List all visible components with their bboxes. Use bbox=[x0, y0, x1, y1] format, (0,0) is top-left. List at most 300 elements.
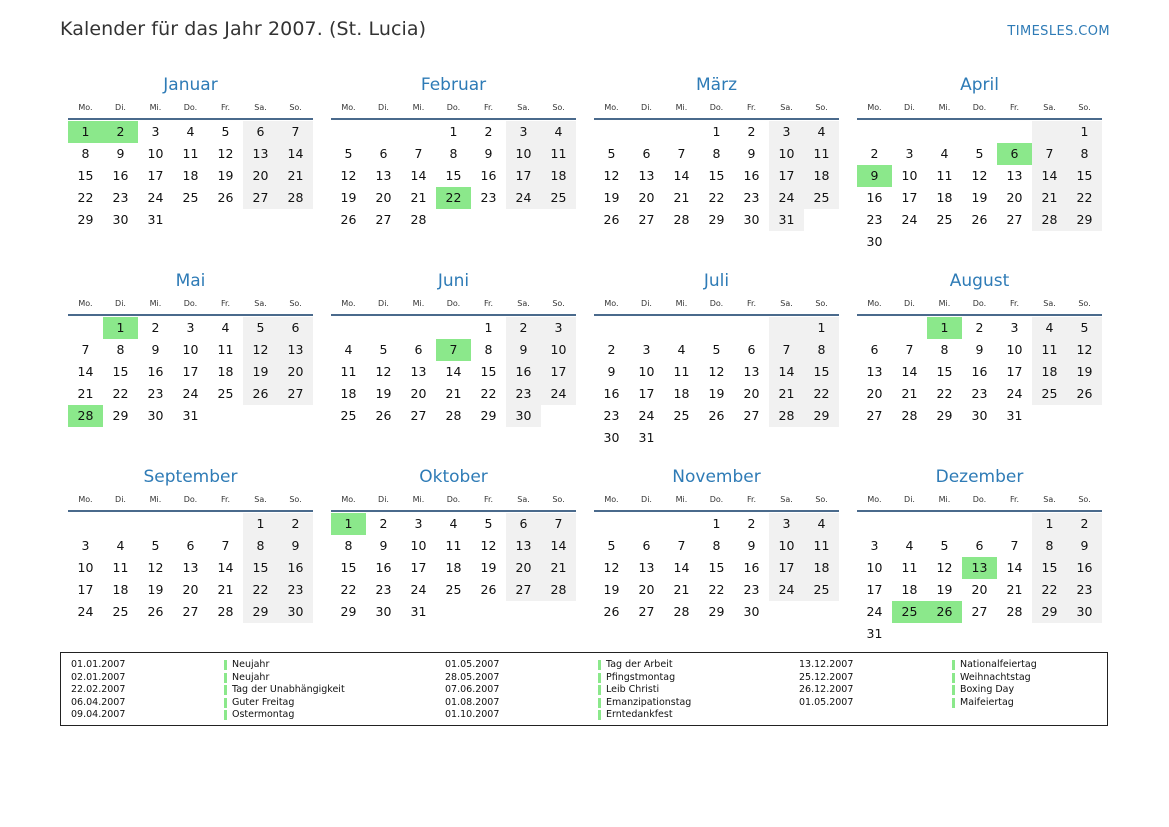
day-cell[interactable]: 8 bbox=[116, 342, 125, 357]
day-cell[interactable]: 28 bbox=[1006, 604, 1023, 619]
day-cell[interactable]: 1 bbox=[1067, 121, 1102, 143]
day-cell[interactable]: 3 bbox=[1010, 320, 1019, 335]
day-cell[interactable]: 20 bbox=[375, 190, 392, 205]
day-cell[interactable]: 5 bbox=[151, 538, 160, 553]
day-cell[interactable]: 5 bbox=[243, 317, 278, 339]
day-cell[interactable]: 28 bbox=[1032, 209, 1067, 231]
day-cell[interactable]: 6 bbox=[278, 317, 313, 339]
day-cell[interactable]: 16 bbox=[971, 364, 988, 379]
day-cell[interactable]: 2 bbox=[975, 320, 984, 335]
day-cell[interactable]: 21 bbox=[410, 190, 427, 205]
day-cell[interactable]: 22 bbox=[1032, 579, 1067, 601]
day-cell[interactable]: 19 bbox=[971, 190, 988, 205]
day-cell[interactable]: 31 bbox=[638, 430, 655, 445]
day-cell[interactable]: 28 bbox=[410, 212, 427, 227]
day-cell[interactable]: 10 bbox=[769, 143, 804, 165]
day-cell[interactable]: 11 bbox=[1032, 339, 1067, 361]
day-cell[interactable]: 16 bbox=[1067, 557, 1102, 579]
day-cell[interactable]: 24 bbox=[1006, 386, 1023, 401]
day-cell[interactable]: 22 bbox=[708, 190, 725, 205]
day-cell[interactable]: 14 bbox=[541, 535, 576, 557]
day-cell[interactable]: 6 bbox=[414, 342, 423, 357]
day-cell[interactable]: 11 bbox=[182, 146, 199, 161]
holiday-day-cell[interactable]: 7 bbox=[436, 339, 471, 361]
day-cell[interactable]: 12 bbox=[971, 168, 988, 183]
day-cell[interactable]: 26 bbox=[1067, 383, 1102, 405]
day-cell[interactable]: 21 bbox=[1006, 582, 1023, 597]
day-cell[interactable]: 4 bbox=[186, 124, 195, 139]
day-cell[interactable]: 6 bbox=[186, 538, 195, 553]
day-cell[interactable]: 12 bbox=[936, 560, 953, 575]
day-cell[interactable]: 2 bbox=[747, 516, 756, 531]
holiday-day-cell[interactable]: 9 bbox=[857, 165, 892, 187]
day-cell[interactable]: 11 bbox=[804, 535, 839, 557]
day-cell[interactable]: 16 bbox=[480, 168, 497, 183]
day-cell[interactable]: 2 bbox=[379, 516, 388, 531]
day-cell[interactable]: 4 bbox=[116, 538, 125, 553]
day-cell[interactable]: 30 bbox=[743, 604, 760, 619]
day-cell[interactable]: 8 bbox=[449, 146, 458, 161]
day-cell[interactable]: 9 bbox=[116, 146, 125, 161]
day-cell[interactable]: 17 bbox=[147, 168, 164, 183]
day-cell[interactable]: 25 bbox=[217, 386, 234, 401]
day-cell[interactable]: 18 bbox=[936, 190, 953, 205]
day-cell[interactable]: 3 bbox=[905, 146, 914, 161]
holiday-day-cell[interactable]: 1 bbox=[927, 317, 962, 339]
day-cell[interactable]: 16 bbox=[506, 361, 541, 383]
day-cell[interactable]: 17 bbox=[1006, 364, 1023, 379]
day-cell[interactable]: 14 bbox=[1006, 560, 1023, 575]
holiday-day-cell[interactable]: 26 bbox=[927, 601, 962, 623]
day-cell[interactable]: 20 bbox=[1006, 190, 1023, 205]
day-cell[interactable]: 4 bbox=[905, 538, 914, 553]
day-cell[interactable]: 19 bbox=[340, 190, 357, 205]
day-cell[interactable]: 10 bbox=[506, 143, 541, 165]
day-cell[interactable]: 27 bbox=[506, 579, 541, 601]
day-cell[interactable]: 22 bbox=[1067, 187, 1102, 209]
day-cell[interactable]: 17 bbox=[182, 364, 199, 379]
day-cell[interactable]: 15 bbox=[112, 364, 129, 379]
day-cell[interactable]: 14 bbox=[278, 143, 313, 165]
day-cell[interactable]: 20 bbox=[243, 165, 278, 187]
day-cell[interactable]: 12 bbox=[217, 146, 234, 161]
day-cell[interactable]: 5 bbox=[344, 146, 353, 161]
day-cell[interactable]: 19 bbox=[1067, 361, 1102, 383]
day-cell[interactable]: 25 bbox=[936, 212, 953, 227]
day-cell[interactable]: 30 bbox=[971, 408, 988, 423]
day-cell[interactable]: 14 bbox=[1032, 165, 1067, 187]
day-cell[interactable]: 1 bbox=[449, 124, 458, 139]
day-cell[interactable]: 22 bbox=[804, 383, 839, 405]
day-cell[interactable]: 19 bbox=[243, 361, 278, 383]
day-cell[interactable]: 20 bbox=[638, 190, 655, 205]
day-cell[interactable]: 9 bbox=[607, 364, 616, 379]
day-cell[interactable]: 25 bbox=[182, 190, 199, 205]
day-cell[interactable]: 20 bbox=[506, 557, 541, 579]
day-cell[interactable]: 6 bbox=[642, 538, 651, 553]
day-cell[interactable]: 25 bbox=[804, 187, 839, 209]
day-cell[interactable]: 22 bbox=[480, 386, 497, 401]
day-cell[interactable]: 5 bbox=[940, 538, 949, 553]
day-cell[interactable]: 29 bbox=[708, 604, 725, 619]
day-cell[interactable]: 3 bbox=[870, 538, 879, 553]
day-cell[interactable]: 18 bbox=[340, 386, 357, 401]
day-cell[interactable]: 12 bbox=[375, 364, 392, 379]
day-cell[interactable]: 21 bbox=[1032, 187, 1067, 209]
day-cell[interactable]: 12 bbox=[147, 560, 164, 575]
day-cell[interactable]: 7 bbox=[905, 342, 914, 357]
holiday-day-cell[interactable]: 28 bbox=[68, 405, 103, 427]
day-cell[interactable]: 6 bbox=[642, 146, 651, 161]
day-cell[interactable]: 10 bbox=[77, 560, 94, 575]
day-cell[interactable]: 24 bbox=[769, 579, 804, 601]
day-cell[interactable]: 20 bbox=[278, 361, 313, 383]
day-cell[interactable]: 28 bbox=[445, 408, 462, 423]
day-cell[interactable]: 21 bbox=[278, 165, 313, 187]
day-cell[interactable]: 11 bbox=[541, 143, 576, 165]
day-cell[interactable]: 17 bbox=[638, 386, 655, 401]
day-cell[interactable]: 10 bbox=[541, 339, 576, 361]
day-cell[interactable]: 11 bbox=[804, 143, 839, 165]
day-cell[interactable]: 29 bbox=[708, 212, 725, 227]
day-cell[interactable]: 13 bbox=[506, 535, 541, 557]
day-cell[interactable]: 3 bbox=[414, 516, 423, 531]
day-cell[interactable]: 23 bbox=[1067, 579, 1102, 601]
day-cell[interactable]: 31 bbox=[147, 212, 164, 227]
day-cell[interactable]: 15 bbox=[77, 168, 94, 183]
day-cell[interactable]: 27 bbox=[743, 408, 760, 423]
day-cell[interactable]: 10 bbox=[182, 342, 199, 357]
day-cell[interactable]: 26 bbox=[375, 408, 392, 423]
day-cell[interactable]: 5 bbox=[221, 124, 230, 139]
day-cell[interactable]: 16 bbox=[743, 560, 760, 575]
day-cell[interactable]: 22 bbox=[112, 386, 129, 401]
day-cell[interactable]: 7 bbox=[414, 146, 423, 161]
day-cell[interactable]: 18 bbox=[182, 168, 199, 183]
day-cell[interactable]: 15 bbox=[480, 364, 497, 379]
day-cell[interactable]: 8 bbox=[81, 146, 90, 161]
day-cell[interactable]: 21 bbox=[673, 582, 690, 597]
holiday-day-cell[interactable]: 2 bbox=[103, 121, 138, 143]
day-cell[interactable]: 27 bbox=[1006, 212, 1023, 227]
day-cell[interactable]: 7 bbox=[769, 339, 804, 361]
day-cell[interactable]: 26 bbox=[147, 604, 164, 619]
day-cell[interactable]: 17 bbox=[541, 361, 576, 383]
day-cell[interactable]: 29 bbox=[804, 405, 839, 427]
day-cell[interactable]: 30 bbox=[1067, 601, 1102, 623]
day-cell[interactable]: 29 bbox=[480, 408, 497, 423]
day-cell[interactable]: 25 bbox=[804, 579, 839, 601]
day-cell[interactable]: 16 bbox=[603, 386, 620, 401]
day-cell[interactable]: 9 bbox=[379, 538, 388, 553]
day-cell[interactable]: 1 bbox=[243, 513, 278, 535]
day-cell[interactable]: 30 bbox=[375, 604, 392, 619]
day-cell[interactable]: 13 bbox=[278, 339, 313, 361]
day-cell[interactable]: 12 bbox=[603, 168, 620, 183]
day-cell[interactable]: 6 bbox=[506, 513, 541, 535]
day-cell[interactable]: 23 bbox=[480, 190, 497, 205]
day-cell[interactable]: 20 bbox=[866, 386, 883, 401]
day-cell[interactable]: 23 bbox=[866, 212, 883, 227]
day-cell[interactable]: 7 bbox=[1032, 143, 1067, 165]
day-cell[interactable]: 19 bbox=[217, 168, 234, 183]
day-cell[interactable]: 2 bbox=[1067, 513, 1102, 535]
day-cell[interactable]: 20 bbox=[743, 386, 760, 401]
day-cell[interactable]: 1 bbox=[1032, 513, 1067, 535]
day-cell[interactable]: 1 bbox=[484, 320, 493, 335]
day-cell[interactable]: 10 bbox=[147, 146, 164, 161]
day-cell[interactable]: 29 bbox=[243, 601, 278, 623]
day-cell[interactable]: 29 bbox=[1032, 601, 1067, 623]
day-cell[interactable]: 10 bbox=[638, 364, 655, 379]
day-cell[interactable]: 25 bbox=[673, 408, 690, 423]
day-cell[interactable]: 6 bbox=[747, 342, 756, 357]
day-cell[interactable]: 19 bbox=[603, 190, 620, 205]
day-cell[interactable]: 19 bbox=[603, 582, 620, 597]
day-cell[interactable]: 21 bbox=[217, 582, 234, 597]
day-cell[interactable]: 29 bbox=[340, 604, 357, 619]
day-cell[interactable]: 18 bbox=[673, 386, 690, 401]
day-cell[interactable]: 30 bbox=[506, 405, 541, 427]
day-cell[interactable]: 24 bbox=[541, 383, 576, 405]
day-cell[interactable]: 6 bbox=[243, 121, 278, 143]
day-cell[interactable]: 24 bbox=[901, 212, 918, 227]
day-cell[interactable]: 20 bbox=[410, 386, 427, 401]
day-cell[interactable]: 9 bbox=[151, 342, 160, 357]
day-cell[interactable]: 7 bbox=[541, 513, 576, 535]
day-cell[interactable]: 17 bbox=[77, 582, 94, 597]
holiday-day-cell[interactable]: 1 bbox=[331, 513, 366, 535]
day-cell[interactable]: 16 bbox=[112, 168, 129, 183]
day-cell[interactable]: 14 bbox=[769, 361, 804, 383]
day-cell[interactable]: 5 bbox=[1067, 317, 1102, 339]
day-cell[interactable]: 24 bbox=[866, 604, 883, 619]
day-cell[interactable]: 11 bbox=[936, 168, 953, 183]
day-cell[interactable]: 8 bbox=[940, 342, 949, 357]
day-cell[interactable]: 18 bbox=[1032, 361, 1067, 383]
day-cell[interactable]: 21 bbox=[673, 190, 690, 205]
day-cell[interactable]: 16 bbox=[278, 557, 313, 579]
day-cell[interactable]: 8 bbox=[804, 339, 839, 361]
day-cell[interactable]: 5 bbox=[712, 342, 721, 357]
day-cell[interactable]: 3 bbox=[541, 317, 576, 339]
day-cell[interactable]: 13 bbox=[638, 560, 655, 575]
day-cell[interactable]: 23 bbox=[603, 408, 620, 423]
day-cell[interactable]: 24 bbox=[769, 187, 804, 209]
day-cell[interactable]: 19 bbox=[375, 386, 392, 401]
day-cell[interactable]: 25 bbox=[541, 187, 576, 209]
day-cell[interactable]: 2 bbox=[747, 124, 756, 139]
day-cell[interactable]: 3 bbox=[151, 124, 160, 139]
day-cell[interactable]: 16 bbox=[375, 560, 392, 575]
day-cell[interactable]: 31 bbox=[769, 209, 804, 231]
day-cell[interactable]: 28 bbox=[673, 212, 690, 227]
day-cell[interactable]: 17 bbox=[410, 560, 427, 575]
day-cell[interactable]: 4 bbox=[221, 320, 230, 335]
day-cell[interactable]: 12 bbox=[708, 364, 725, 379]
day-cell[interactable]: 26 bbox=[340, 212, 357, 227]
day-cell[interactable]: 3 bbox=[186, 320, 195, 335]
day-cell[interactable]: 14 bbox=[410, 168, 427, 183]
day-cell[interactable]: 29 bbox=[112, 408, 129, 423]
holiday-day-cell[interactable]: 1 bbox=[103, 317, 138, 339]
day-cell[interactable]: 12 bbox=[243, 339, 278, 361]
day-cell[interactable]: 30 bbox=[112, 212, 129, 227]
day-cell[interactable]: 25 bbox=[112, 604, 129, 619]
day-cell[interactable]: 9 bbox=[506, 339, 541, 361]
day-cell[interactable]: 6 bbox=[870, 342, 879, 357]
day-cell[interactable]: 20 bbox=[182, 582, 199, 597]
day-cell[interactable]: 5 bbox=[607, 538, 616, 553]
day-cell[interactable]: 30 bbox=[866, 234, 883, 249]
day-cell[interactable]: 13 bbox=[1006, 168, 1023, 183]
day-cell[interactable]: 12 bbox=[1067, 339, 1102, 361]
day-cell[interactable]: 14 bbox=[673, 560, 690, 575]
day-cell[interactable]: 3 bbox=[81, 538, 90, 553]
day-cell[interactable]: 27 bbox=[278, 383, 313, 405]
holiday-day-cell[interactable]: 1 bbox=[68, 121, 103, 143]
day-cell[interactable]: 8 bbox=[1032, 535, 1067, 557]
day-cell[interactable]: 7 bbox=[278, 121, 313, 143]
day-cell[interactable]: 30 bbox=[743, 212, 760, 227]
day-cell[interactable]: 17 bbox=[506, 165, 541, 187]
day-cell[interactable]: 10 bbox=[1006, 342, 1023, 357]
day-cell[interactable]: 9 bbox=[747, 538, 756, 553]
day-cell[interactable]: 22 bbox=[243, 579, 278, 601]
day-cell[interactable]: 23 bbox=[971, 386, 988, 401]
day-cell[interactable]: 13 bbox=[375, 168, 392, 183]
day-cell[interactable]: 4 bbox=[541, 121, 576, 143]
day-cell[interactable]: 11 bbox=[340, 364, 357, 379]
day-cell[interactable]: 22 bbox=[708, 582, 725, 597]
day-cell[interactable]: 31 bbox=[1006, 408, 1023, 423]
day-cell[interactable]: 10 bbox=[866, 560, 883, 575]
day-cell[interactable]: 2 bbox=[278, 513, 313, 535]
day-cell[interactable]: 4 bbox=[804, 513, 839, 535]
day-cell[interactable]: 7 bbox=[81, 342, 90, 357]
day-cell[interactable]: 5 bbox=[379, 342, 388, 357]
day-cell[interactable]: 18 bbox=[112, 582, 129, 597]
day-cell[interactable]: 18 bbox=[804, 557, 839, 579]
day-cell[interactable]: 8 bbox=[712, 538, 721, 553]
day-cell[interactable]: 18 bbox=[217, 364, 234, 379]
day-cell[interactable]: 8 bbox=[1067, 143, 1102, 165]
day-cell[interactable]: 14 bbox=[673, 168, 690, 183]
day-cell[interactable]: 15 bbox=[708, 560, 725, 575]
day-cell[interactable]: 26 bbox=[603, 212, 620, 227]
holiday-day-cell[interactable]: 6 bbox=[997, 143, 1032, 165]
day-cell[interactable]: 27 bbox=[182, 604, 199, 619]
day-cell[interactable]: 20 bbox=[638, 582, 655, 597]
day-cell[interactable]: 28 bbox=[673, 604, 690, 619]
day-cell[interactable]: 28 bbox=[278, 187, 313, 209]
day-cell[interactable]: 25 bbox=[1032, 383, 1067, 405]
day-cell[interactable]: 1 bbox=[712, 516, 721, 531]
day-cell[interactable]: 21 bbox=[445, 386, 462, 401]
day-cell[interactable]: 10 bbox=[901, 168, 918, 183]
day-cell[interactable]: 10 bbox=[410, 538, 427, 553]
day-cell[interactable]: 13 bbox=[638, 168, 655, 183]
day-cell[interactable]: 26 bbox=[217, 190, 234, 205]
day-cell[interactable]: 9 bbox=[1067, 535, 1102, 557]
day-cell[interactable]: 23 bbox=[506, 383, 541, 405]
day-cell[interactable]: 8 bbox=[712, 146, 721, 161]
day-cell[interactable]: 26 bbox=[603, 604, 620, 619]
day-cell[interactable]: 15 bbox=[1067, 165, 1102, 187]
day-cell[interactable]: 7 bbox=[1010, 538, 1019, 553]
day-cell[interactable]: 3 bbox=[506, 121, 541, 143]
day-cell[interactable]: 9 bbox=[747, 146, 756, 161]
day-cell[interactable]: 23 bbox=[743, 582, 760, 597]
day-cell[interactable]: 29 bbox=[1067, 209, 1102, 231]
day-cell[interactable]: 27 bbox=[638, 212, 655, 227]
day-cell[interactable]: 3 bbox=[769, 513, 804, 535]
day-cell[interactable]: 11 bbox=[673, 364, 690, 379]
day-cell[interactable]: 17 bbox=[769, 557, 804, 579]
day-cell[interactable]: 22 bbox=[340, 582, 357, 597]
day-cell[interactable]: 15 bbox=[340, 560, 357, 575]
day-cell[interactable]: 3 bbox=[642, 342, 651, 357]
brand-link[interactable]: TIMESLES.COM bbox=[1007, 24, 1110, 39]
day-cell[interactable]: 28 bbox=[217, 604, 234, 619]
day-cell[interactable]: 27 bbox=[410, 408, 427, 423]
day-cell[interactable]: 29 bbox=[77, 212, 94, 227]
day-cell[interactable]: 12 bbox=[480, 538, 497, 553]
day-cell[interactable]: 3 bbox=[769, 121, 804, 143]
day-cell[interactable]: 14 bbox=[77, 364, 94, 379]
day-cell[interactable]: 27 bbox=[375, 212, 392, 227]
day-cell[interactable]: 4 bbox=[677, 342, 686, 357]
day-cell[interactable]: 2 bbox=[506, 317, 541, 339]
day-cell[interactable]: 14 bbox=[217, 560, 234, 575]
day-cell[interactable]: 11 bbox=[901, 560, 918, 575]
day-cell[interactable]: 28 bbox=[541, 579, 576, 601]
day-cell[interactable]: 13 bbox=[743, 364, 760, 379]
day-cell[interactable]: 21 bbox=[77, 386, 94, 401]
day-cell[interactable]: 15 bbox=[936, 364, 953, 379]
day-cell[interactable]: 14 bbox=[445, 364, 462, 379]
day-cell[interactable]: 26 bbox=[243, 383, 278, 405]
day-cell[interactable]: 31 bbox=[866, 626, 883, 641]
day-cell[interactable]: 15 bbox=[1032, 557, 1067, 579]
day-cell[interactable]: 16 bbox=[866, 190, 883, 205]
day-cell[interactable]: 2 bbox=[151, 320, 160, 335]
day-cell[interactable]: 8 bbox=[243, 535, 278, 557]
day-cell[interactable]: 25 bbox=[445, 582, 462, 597]
day-cell[interactable]: 24 bbox=[410, 582, 427, 597]
day-cell[interactable]: 6 bbox=[379, 146, 388, 161]
day-cell[interactable]: 10 bbox=[769, 535, 804, 557]
day-cell[interactable]: 25 bbox=[340, 408, 357, 423]
day-cell[interactable]: 19 bbox=[147, 582, 164, 597]
day-cell[interactable]: 27 bbox=[243, 187, 278, 209]
day-cell[interactable]: 13 bbox=[243, 143, 278, 165]
day-cell[interactable]: 5 bbox=[975, 146, 984, 161]
day-cell[interactable]: 28 bbox=[901, 408, 918, 423]
day-cell[interactable]: 18 bbox=[445, 560, 462, 575]
day-cell[interactable]: 15 bbox=[445, 168, 462, 183]
day-cell[interactable]: 22 bbox=[77, 190, 94, 205]
day-cell[interactable]: 12 bbox=[340, 168, 357, 183]
day-cell[interactable]: 5 bbox=[607, 146, 616, 161]
day-cell[interactable]: 9 bbox=[975, 342, 984, 357]
day-cell[interactable]: 14 bbox=[901, 364, 918, 379]
day-cell[interactable]: 9 bbox=[484, 146, 493, 161]
day-cell[interactable]: 22 bbox=[936, 386, 953, 401]
holiday-day-cell[interactable]: 25 bbox=[892, 601, 927, 623]
day-cell[interactable]: 21 bbox=[901, 386, 918, 401]
day-cell[interactable]: 12 bbox=[603, 560, 620, 575]
